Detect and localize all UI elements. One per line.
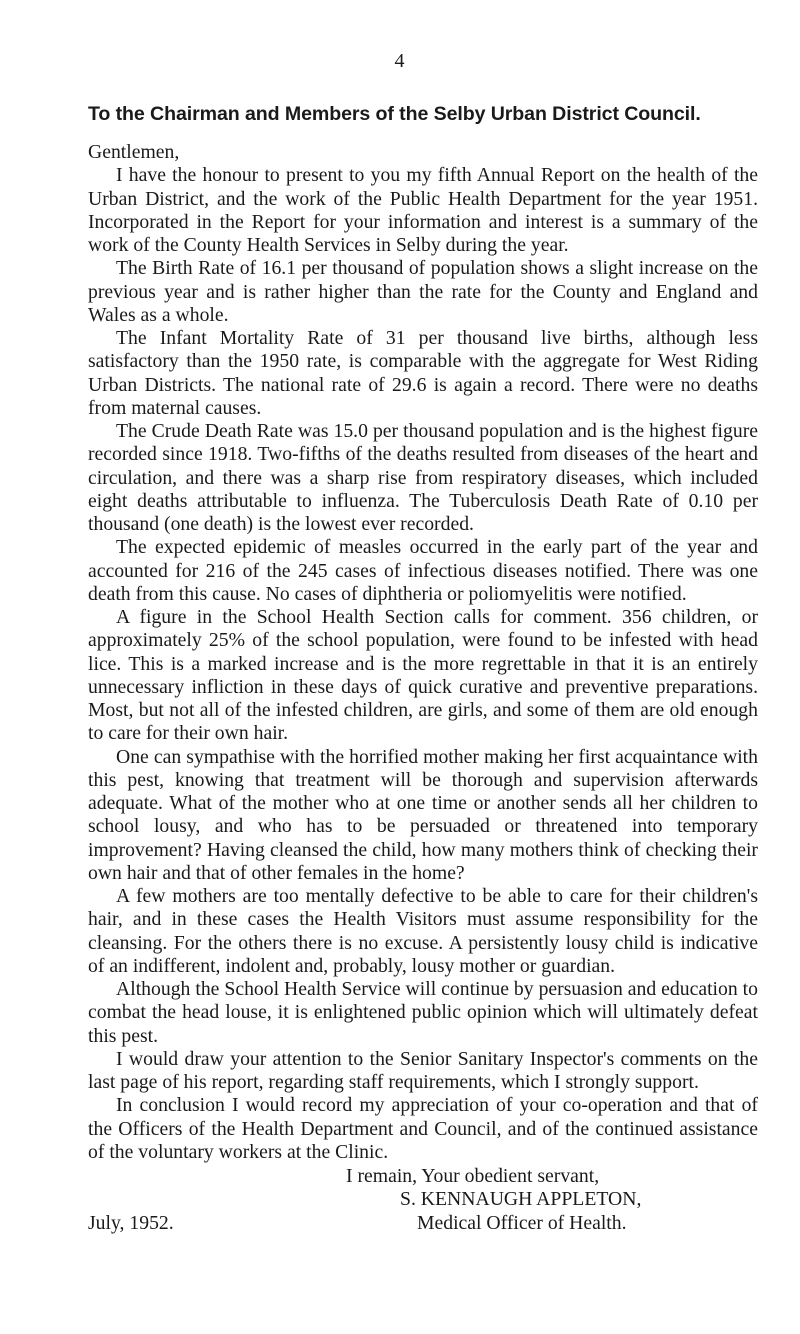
paragraph-school-health: Although the School Health Service will continue by persuasion and education to combat the head louse, it is enlightened public opinion which will ultimately defeat this pest. (88, 978, 758, 1047)
valediction: I remain, Your obedient servant, (346, 1165, 600, 1187)
report-body (88, 141, 758, 1235)
paragraph-conclusion: In conclusion I would record my appreciation of your co-operation and that of the Officers of the Health Department and Council, and of the continued assistance of the voluntary workers at the Clinic. (88, 1094, 758, 1163)
report-date: July, 1952. (88, 1211, 174, 1234)
report-heading: To the Chairman and Members of the Selby Urban District Council. (88, 103, 701, 125)
paragraph-death-rate: The Crude Death Rate was 15.0 per thousand population and is the highest figure recorded since 1918. Two-fifths of the deaths resulted from diseases of the heart and circulation, and there was a sharp rise from respiratory diseases, which included eight deaths attributable to influenza. The Tuberculosis Death Rate of 0.10 per thousand (one death) is the lowest ever recorded. (88, 420, 758, 535)
signatory-title: Medical Officer of Health. (417, 1211, 627, 1234)
paragraph-infant-mortality: The Infant Mortality Rate of 31 per thousand live births, although less satisfactory than the 1950 rate, is comparable with the aggregate for West Riding Urban Districts. The national rate of 29.6 is again a record. There were no deaths from maternal causes. (88, 327, 758, 419)
paragraph-sanitary-inspector: I would draw your attention to the Senior Sanitary Inspector's comments on the last page of his report, regarding staff requirements, which I strongly support. (88, 1047, 758, 1093)
page-number: 4 (394, 50, 406, 72)
salutation: Gentlemen, (88, 141, 180, 163)
signatory-name: S. KENNAUGH APPLETON, (400, 1188, 642, 1211)
paragraph-head-lice: A figure in the School Health Section calls for comment. 356 children, or approximately 25% of the school population, were found to be infested with head lice. This is a marked increase and is the more regrettable in that it is an entirely unnecessary infliction in these days of quick curative and preventive preparations. Most, but not all of the infested children, are girls, and some of them are old enough to care for their own hair. (88, 606, 758, 745)
paragraph-health-visitors: A few mothers are too mentally defective to be able to care for their children's hair, and in these cases the Health Visitors must assume responsibility for the cleansing. For the others there is no excuse. A persistently lousy child is indicative of an indifferent, indolent and, probably, lousy mother or guardian. (88, 885, 758, 977)
paragraph-mothers: One can sympathise with the horrified mother making her first acquaintance with this pest, knowing that treatment will be thorough and supervision afterwards adequate. What of the mother who at one time or another sends all her children to school lousy, and who has to be persuaded or threatened into temporary improvement? Having cleansed the child, how many mothers think of checking their own hair and that of other females in the home? (88, 745, 758, 884)
date-and-title-line (88, 1212, 758, 1235)
paragraph-measles: The expected epidemic of measles occurred in the early part of the year and accounted for 216 of the 245 cases of infectious diseases notified. There was one death from this cause. No cases of diphtheria or poliomyelitis were notified. (88, 536, 758, 605)
paragraph-birth-rate: The Birth Rate of 16.1 per thousand of population shows a slight increase on the previous year and is rather higher than the rate for the County and England and Wales as a whole. (88, 257, 758, 326)
paragraph-intro: I have the honour to present to you my fifth Annual Report on the health of the Urban District, and the work of the Public Health Department for the year 1951. Incorporated in the Report for your information and interest is a summary of the work of the County Health Services in Selby during the year. (88, 164, 758, 256)
closing-block (88, 1165, 758, 1235)
